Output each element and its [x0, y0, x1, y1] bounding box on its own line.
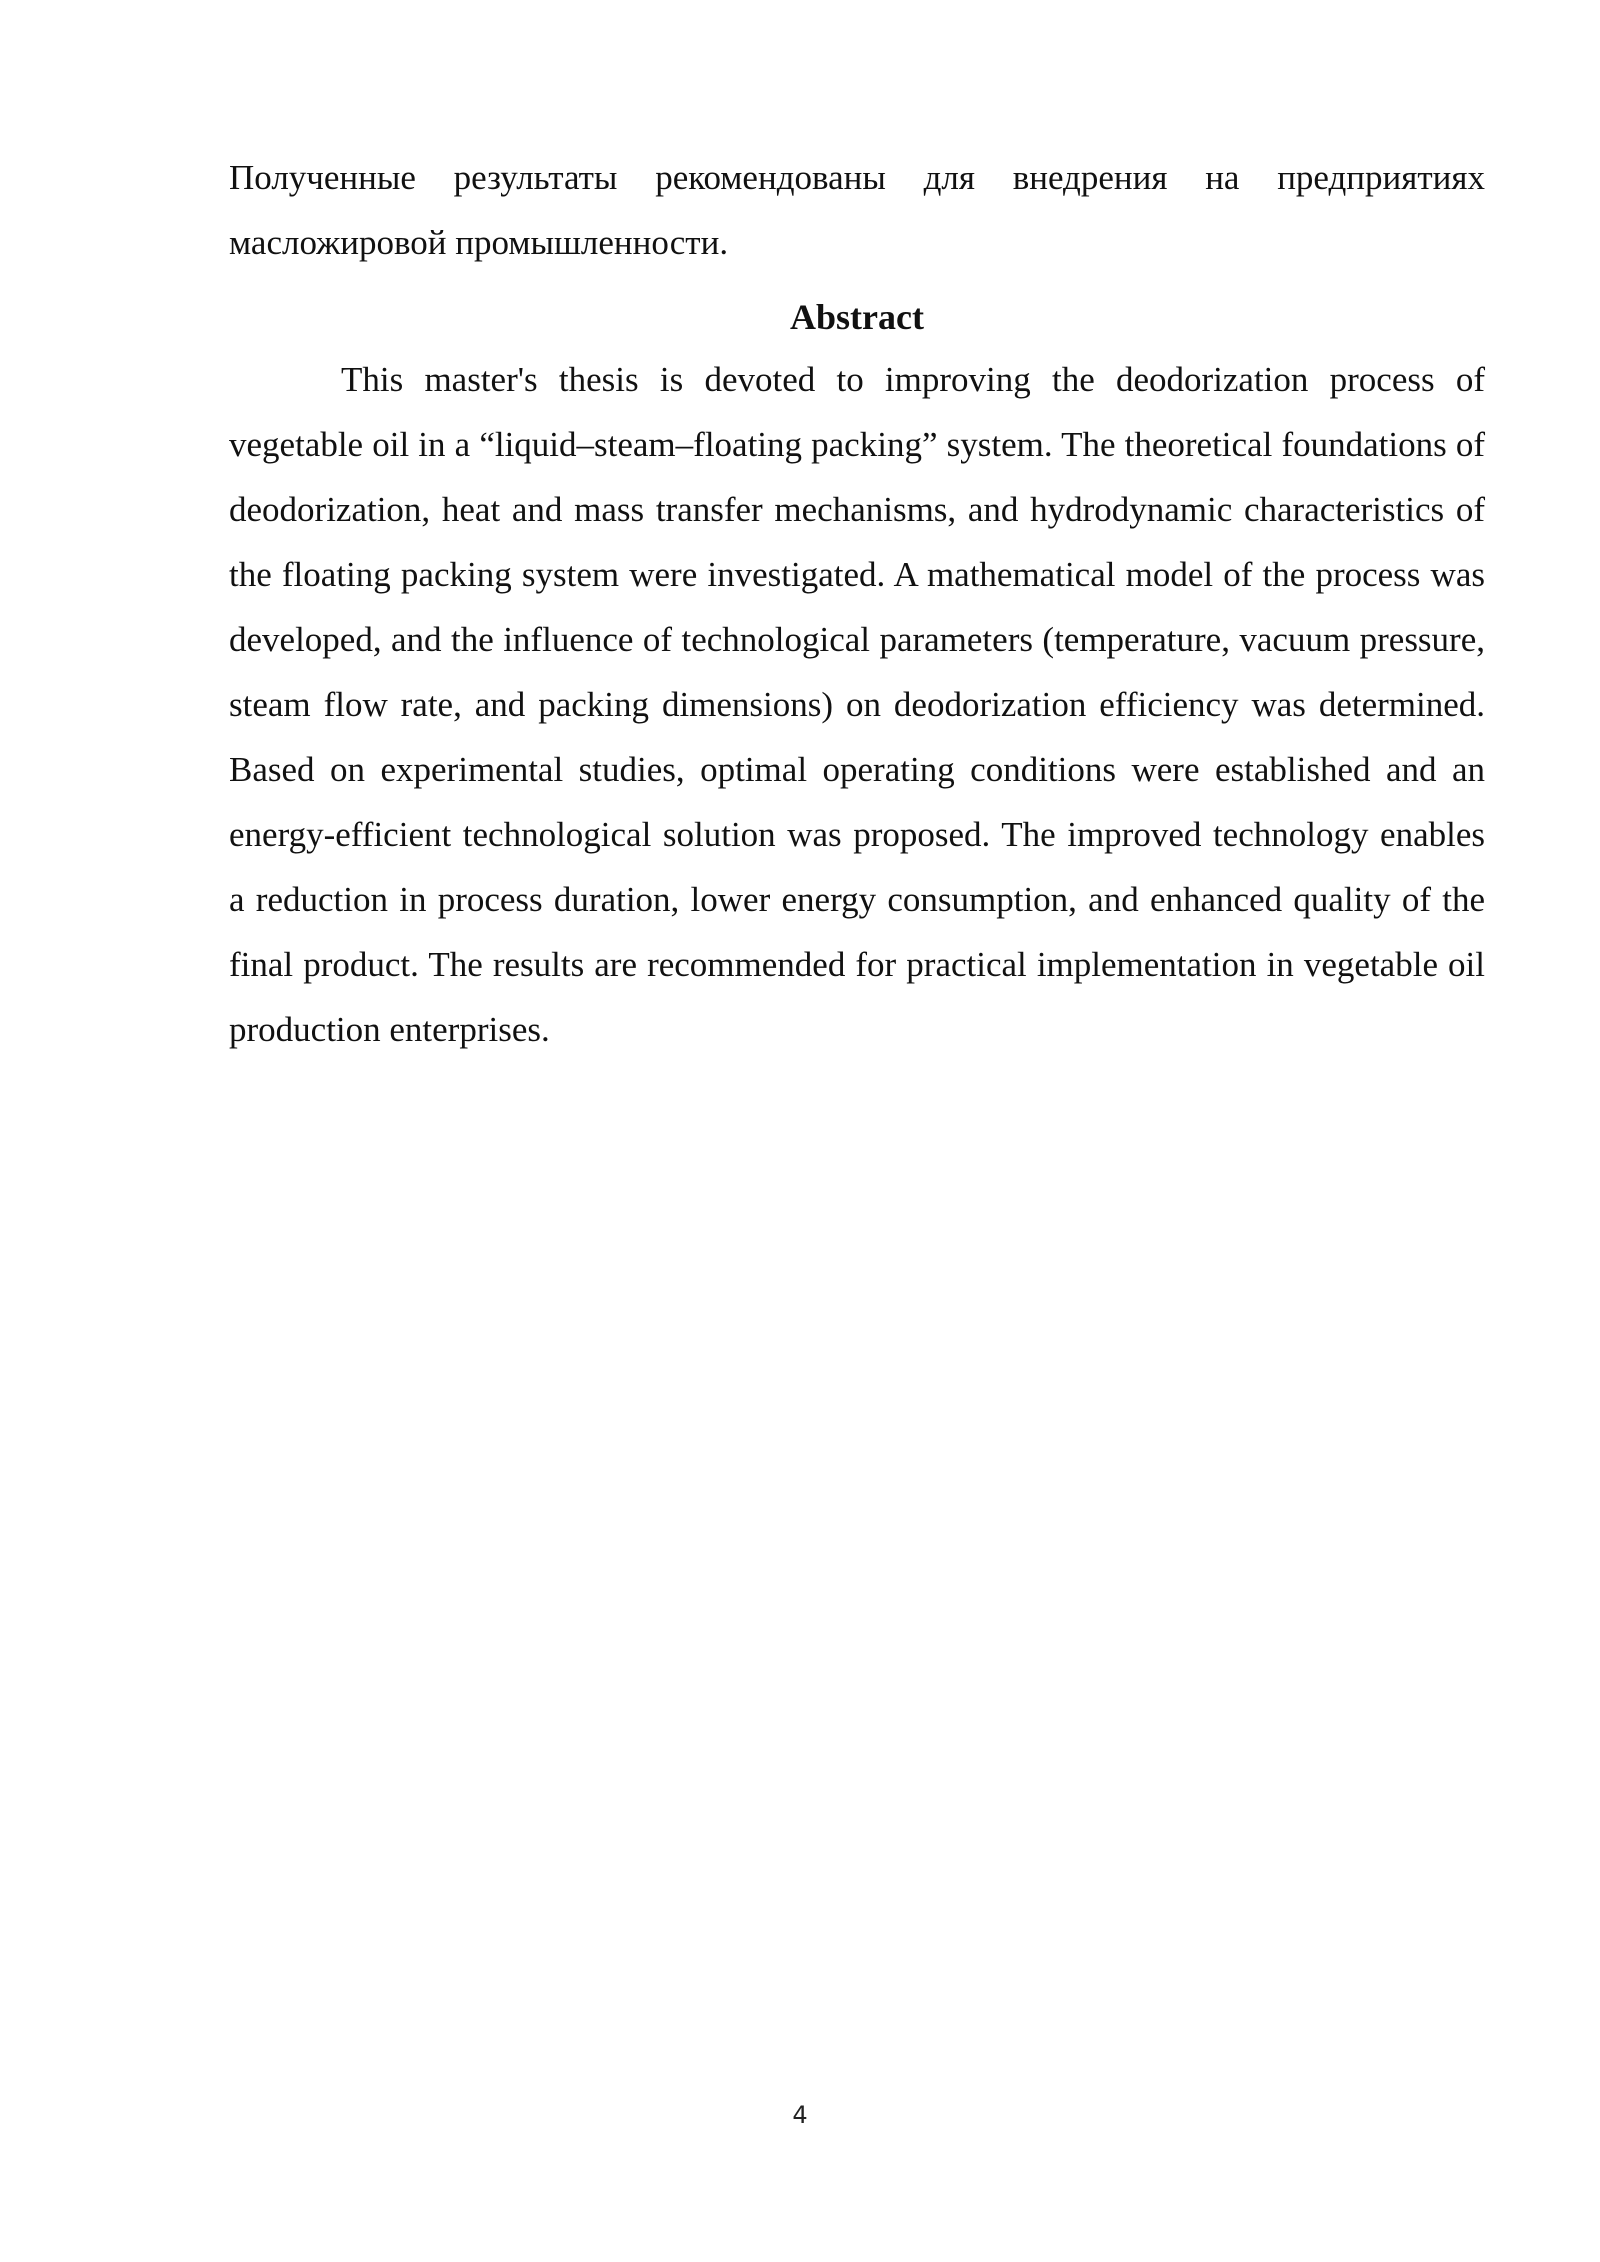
- page-content: [229, 145, 1485, 1062]
- abstract-paragraph: This master's thesis is devoted to improving the deodorization process of vegetable oil in a “liquid–steam–floating packing” system. The theoretical foundations of deodorization, heat and mass transfer mechanisms, and hydrodynamic characteristics of the floating packing system were investigated. A mathematical model of the process was developed, and the influence of technological parameters (temperature, vacuum pressure, steam flow rate, and packing dimensions) on deodorization efficiency was determined. Based on experimental studies, optimal operating conditions were established and an energy-efficient technological solution was proposed. The improved technology enables a reduction in process duration, lower energy consumption, and enhanced quality of the final product. The results are recommended for practical implementation in vegetable oil production enterprises.: [229, 360, 1485, 1049]
- russian-summary-paragraph: Полученные результаты рекомендованы для внедрения на предприятиях масложировой промышленности.: [229, 158, 1485, 262]
- abstract-heading: Abstract: [790, 297, 924, 337]
- page-number: 4: [792, 2101, 808, 2129]
